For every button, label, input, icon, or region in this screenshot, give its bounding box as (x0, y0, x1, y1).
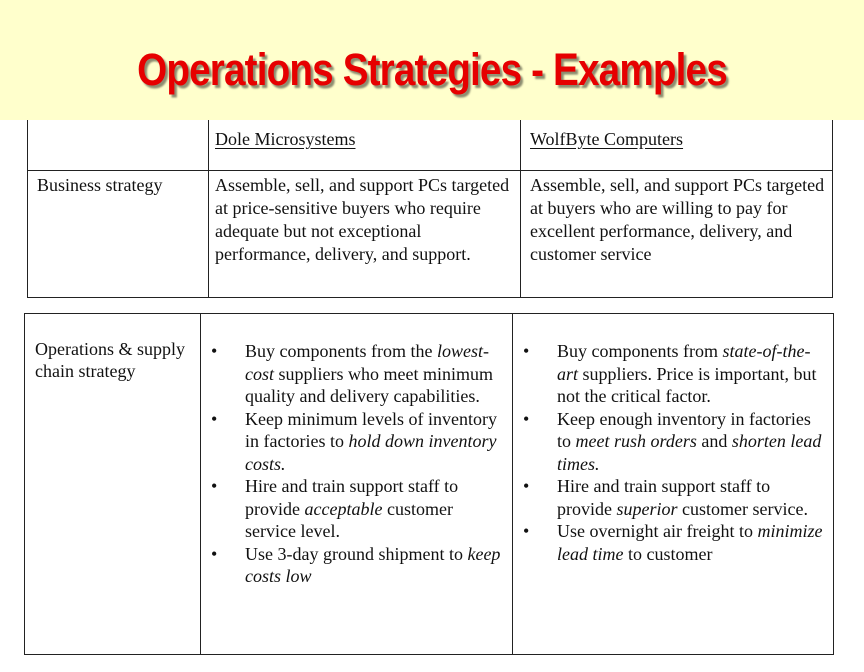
list-item: • Hire and train support staff to provide acceptable customer service level. (211, 476, 459, 541)
wolfbyte-operations-list (519, 340, 825, 565)
operations-strategy-table (24, 313, 834, 655)
list-item: • Use overnight air freight to minimize lead time to customer (523, 521, 823, 564)
bullet-icon: • (523, 341, 530, 361)
bullet-icon: • (523, 408, 530, 429)
header-dole: Dole Microsystems (215, 129, 356, 149)
bullet-icon: • (211, 543, 218, 564)
bullet-icon: • (523, 476, 530, 496)
slide-title: Operations Strategies - Examples (137, 44, 727, 95)
bullet-icon: • (211, 408, 218, 429)
list-item: • Buy components from the lowest-cost suppliers who meet minimum quality and delivery capabilities. (211, 341, 493, 406)
dole-operations-list (207, 340, 507, 588)
table1-divider-2 (520, 120, 521, 297)
table2-divider-1 (200, 314, 201, 654)
table1-header-divider (28, 170, 832, 171)
bullet-icon: • (211, 476, 218, 496)
row-label-business-strategy: Business strategy (37, 175, 163, 195)
list-item: • Use 3-day ground shipment to keep costs low (211, 543, 501, 586)
row-label-operations-strategy: Operations & supply chain strategy (35, 339, 185, 381)
table1-divider-1 (208, 120, 209, 297)
bullet-icon: • (523, 521, 530, 541)
list-item: • Keep enough inventory in factories to meet rush orders and shorten lead times. (523, 408, 822, 474)
list-item: • Keep minimum levels of inventory in factories to hold down inventory costs. (211, 408, 497, 474)
bullet-icon: • (211, 341, 218, 361)
business-strategy-table (27, 120, 833, 298)
wolfbyte-business-strategy: Assemble, sell, and support PCs targeted at buyers who are willing to pay for excellent performance, delivery, and customer service (530, 175, 825, 264)
header-wolfbyte: WolfByte Computers (530, 129, 684, 149)
list-item: • Hire and train support staff to provide superior customer service. (523, 476, 808, 519)
dole-business-strategy: Assemble, sell, and support PCs targeted at price-sensitive buyers who require adequate but not exceptional performance, delivery, and support. (215, 175, 510, 264)
table2-divider-2 (512, 314, 513, 654)
list-item: • Buy components from state-of-the-art suppliers. Price is important, but not the critical factor. (523, 341, 817, 406)
